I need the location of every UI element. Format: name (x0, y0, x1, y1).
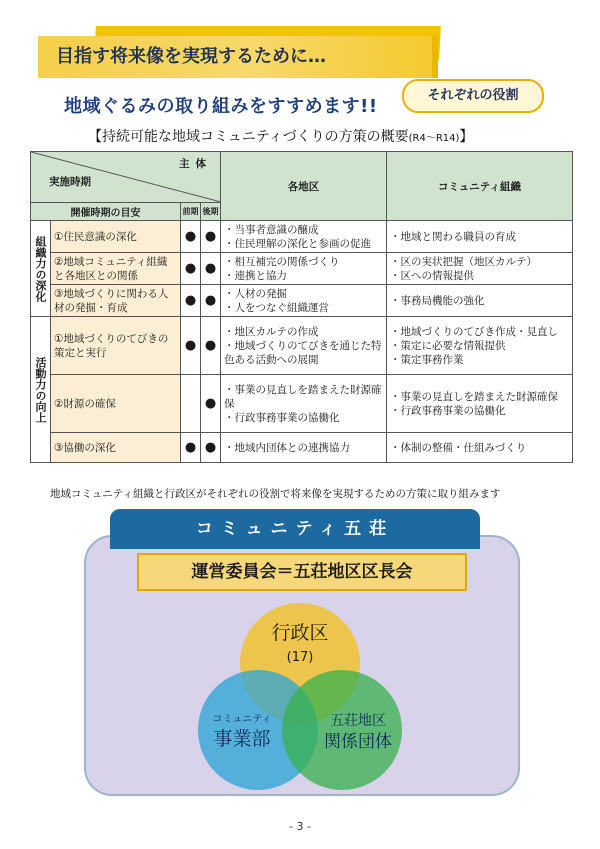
district-cell (221, 253, 387, 285)
district-cell (221, 285, 387, 317)
early-dot: ● (181, 317, 201, 375)
district-line: ・地区カルテの作成 (224, 325, 319, 338)
district-line: ・人材の発掘 (224, 287, 287, 300)
org-line: ・事業の見直しを踏まえた財源確保 (390, 390, 558, 403)
late-dot: ● (201, 317, 221, 375)
header-jisshi: 実施時期 (49, 176, 91, 188)
district-line: ・人をつなぐ組織運営 (224, 301, 329, 314)
early-dot: ● (181, 433, 201, 463)
org-line: ・策定に必要な情報提供 (390, 339, 506, 352)
label-jigyobu: 事業部 (213, 728, 271, 750)
late-dot: ● (201, 221, 221, 253)
district-line: ・相互補完の関係づくり (224, 255, 340, 268)
district-line: ・事業の見直しを踏まえた財源確保 (224, 383, 382, 410)
header-shutai: 主体 (179, 158, 212, 170)
org-line: ・事務局機能の強化 (390, 294, 485, 307)
table-title (88, 126, 473, 146)
committee-label: 運営委員会＝五荘地区区長会 (137, 553, 467, 591)
org-line: ・策定事務作業 (390, 353, 464, 366)
community-title: コミュニティ五荘 (110, 509, 480, 549)
page-subtitle: 地域ぐるみの取り組みをすすめます!! (64, 96, 378, 117)
org-cell (387, 285, 573, 317)
org-cell (387, 221, 573, 253)
header-district: 各地区 (221, 152, 387, 221)
header-meyasu: 開催時期の目安 (31, 203, 181, 221)
header-diagonal-cell (31, 152, 221, 203)
district-line: ・住民理解の深化と参画の促進 (224, 237, 371, 250)
label-gyoseiku: 行政区 (271, 622, 329, 644)
table-title-end: 】 (459, 129, 474, 145)
label-gyoseiku-count: (17) (286, 650, 314, 665)
early-dot: ● (181, 221, 201, 253)
header-org: コミュニティ組織 (387, 152, 573, 221)
early-dot: ● (181, 253, 201, 285)
plan-table (30, 151, 573, 463)
early-dot: ● (181, 285, 201, 317)
org-line: ・区への情報提供 (390, 269, 474, 282)
org-cell (387, 375, 573, 433)
district-cell (221, 221, 387, 253)
circle-dantai (282, 670, 402, 790)
venn-diagram (180, 595, 420, 790)
header-late: 後期 (201, 203, 221, 221)
page-banner: 目指す将来像を実現するために… (38, 36, 438, 78)
district-cell (221, 433, 387, 463)
late-dot: ● (201, 433, 221, 463)
item-cell: ①住民意識の深化 (51, 221, 181, 253)
table-title-range: (R4〜R14) (408, 133, 460, 144)
late-dot: ● (201, 285, 221, 317)
district-cell (221, 375, 387, 433)
org-line: ・地域づくりのてびき作成・見直し (390, 325, 558, 338)
district-cell (221, 317, 387, 375)
org-line: ・行政事務事業の協働化 (390, 404, 506, 417)
late-dot: ● (201, 253, 221, 285)
item-cell: ③地域づくりに関わる人材の発掘・育成 (51, 285, 181, 317)
org-cell (387, 317, 573, 375)
page-number: - 3 - (289, 820, 311, 833)
label-dantai-2: 関係団体 (324, 732, 392, 752)
late-dot: ● (201, 375, 221, 433)
section-label (31, 221, 51, 317)
item-cell: ②財源の確保 (51, 375, 181, 433)
label-jigyobu-small: コミュニティ (212, 714, 272, 725)
header-early: 前期 (181, 203, 201, 221)
district-line: ・行政事務事業の協働化 (224, 411, 340, 424)
org-line: ・体制の整備・仕組みづくり (390, 441, 527, 454)
org-line: ・区の実状把握（地区カルテ） (390, 255, 537, 268)
section-label (31, 317, 51, 463)
label-dantai-1: 五荘地区 (330, 713, 386, 729)
district-line: ・連携と協力 (224, 269, 287, 282)
item-cell: ②地域コミュニティ組織と各地区との関係 (51, 253, 181, 285)
org-cell (387, 253, 573, 285)
org-cell (387, 433, 573, 463)
early-dot (181, 375, 201, 433)
footnote: 地域コミュニティ組織と行政区がそれぞれの役割で将来像を実現するための方策に取り組みます (50, 488, 501, 500)
section-1-label: 組織力の深化 (34, 235, 47, 302)
item-cell: ①地域づくりのてびきの策定と実行 (51, 317, 181, 375)
item-cell: ③協働の深化 (51, 433, 181, 463)
district-line: ・当事者意識の醸成 (224, 223, 319, 236)
role-badge: それぞれの役割 (402, 79, 544, 113)
table-title-main: 【持続可能な地域コミュニティづくりの方策の概要 (88, 129, 409, 145)
district-line: ・地域づくりのてびきを通じた特色ある活動への展開 (224, 339, 382, 366)
org-line: ・地域と関わる職員の育成 (390, 230, 516, 243)
section-2-label: 活動力の向上 (34, 356, 47, 423)
district-line: ・地域内団体との連携協力 (224, 441, 350, 454)
